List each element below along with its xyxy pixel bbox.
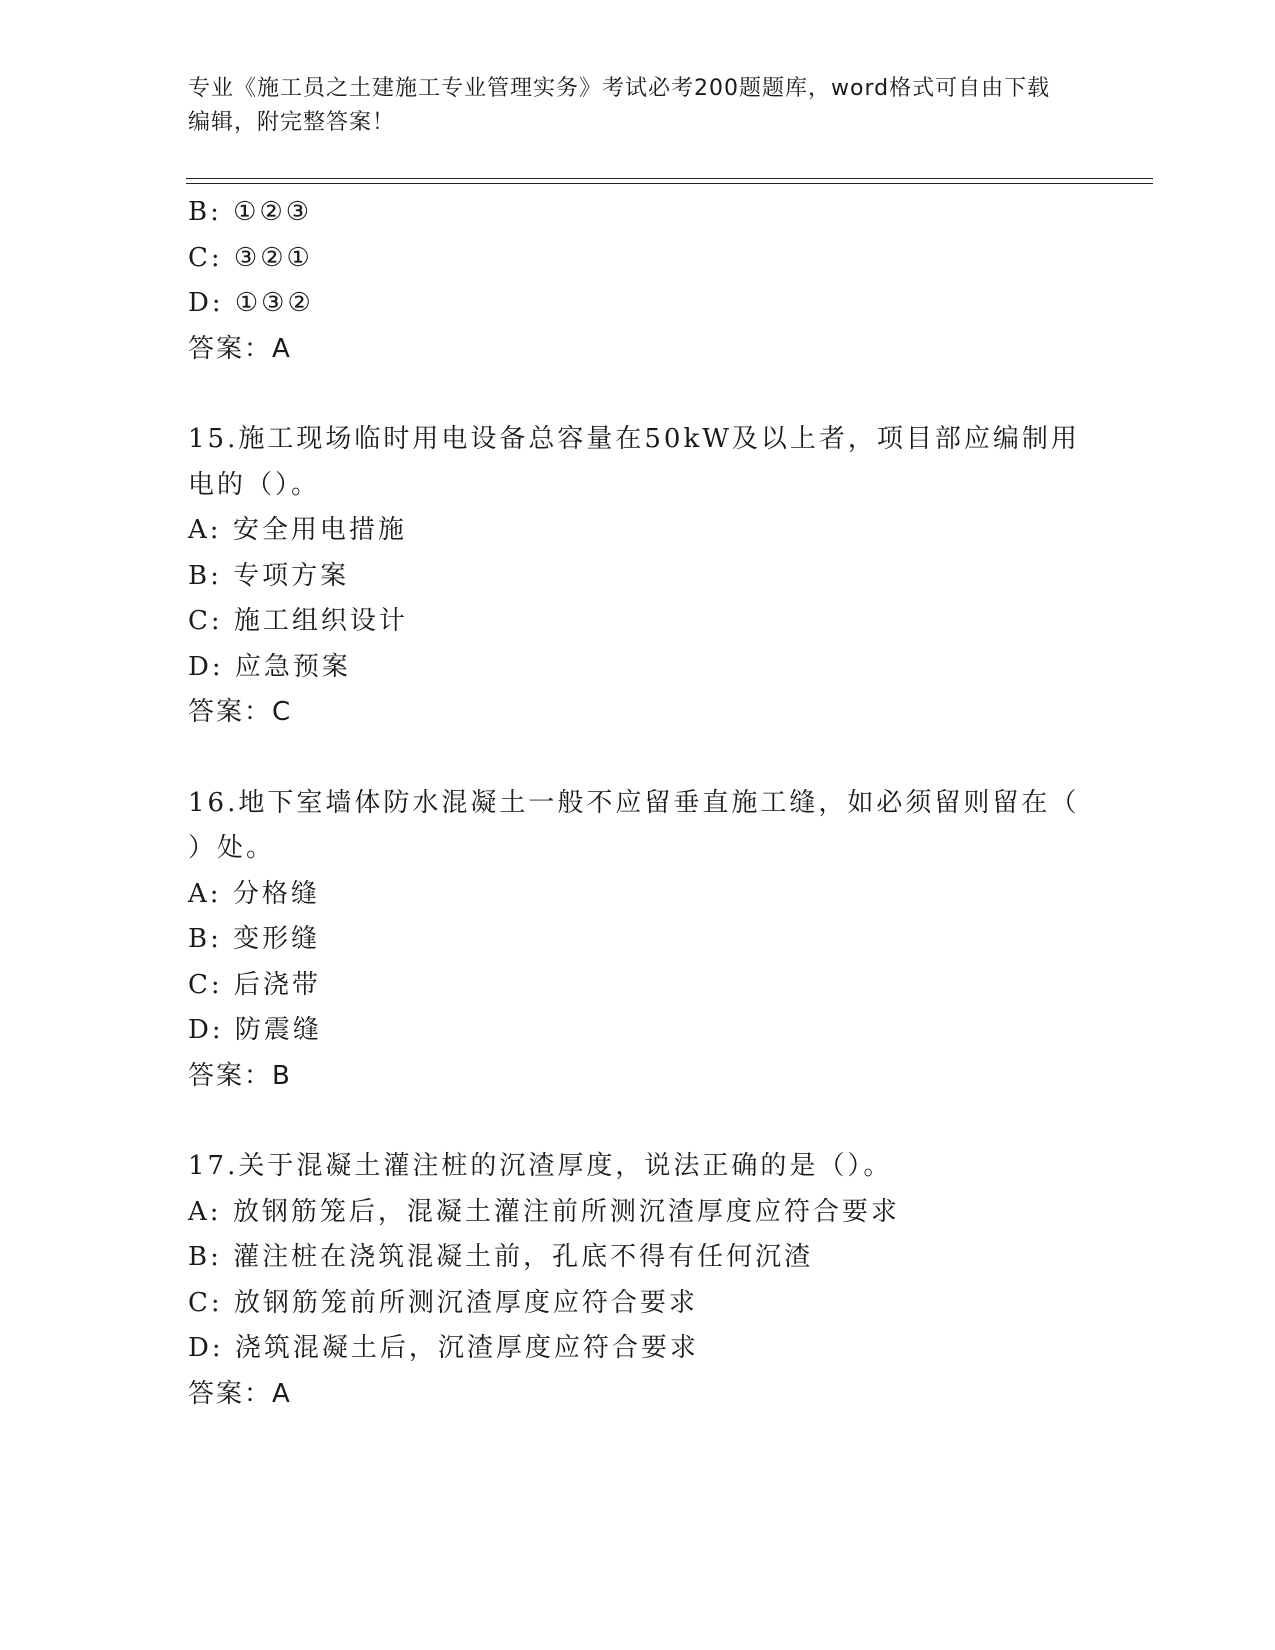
question-15 bbox=[188, 417, 1088, 736]
header-rule-bottom bbox=[186, 183, 1153, 184]
answer-label: 答案：A bbox=[188, 333, 292, 364]
question-stem-continued: 电的（）。 bbox=[188, 469, 321, 500]
option-a: A: 放钢筋笼后，混凝土灌注前所测沉渣厚度应符合要求 bbox=[188, 1196, 900, 1227]
question-stem: 16.地下室墙体防水混凝土一般不应留垂直施工缝，如必须留则留在（ bbox=[188, 787, 1080, 818]
option-b: B: 专项方案 bbox=[188, 560, 350, 591]
option-a: A: 安全用电措施 bbox=[188, 515, 407, 545]
answer-label: 答案：A bbox=[188, 1378, 292, 1409]
option-b: B: ①②③ bbox=[188, 197, 313, 227]
option-c: C: 放钢筋笼前所测沉渣厚度应符合要求 bbox=[188, 1287, 698, 1318]
option-c: C: 后浇带 bbox=[188, 969, 321, 1000]
option-c: C: 施工组织设计 bbox=[188, 606, 408, 636]
option-d: D: 浇筑混凝土后，沉渣厚度应符合要求 bbox=[188, 1333, 699, 1363]
option-d: D: ①③② bbox=[188, 288, 314, 318]
document-header bbox=[188, 72, 1068, 140]
option-b: B: 变形缝 bbox=[188, 924, 321, 954]
option-c: C: ③②① bbox=[188, 242, 313, 273]
option-b: B: 灌注桩在浇筑混凝土前，孔底不得有任何沉渣 bbox=[188, 1242, 814, 1272]
answer-label: 答案：B bbox=[188, 1060, 292, 1091]
question-stem-continued: ）处。 bbox=[188, 833, 276, 863]
document-title: 专业《施工员之土建施工专业管理实务》考试必考200题题库，word格式可自由下载编辑，附完整答案！ bbox=[188, 76, 1051, 135]
question-stem: 15.施工现场临时用电设备总容量在50kW及以上者，项目部应编制用 bbox=[188, 424, 1080, 454]
carryover-question bbox=[188, 190, 1088, 372]
question-16 bbox=[188, 781, 1088, 1100]
question-17 bbox=[188, 1144, 1088, 1417]
option-d: D: 防震缝 bbox=[188, 1015, 322, 1045]
question-content bbox=[188, 190, 1088, 1417]
header-rule-top bbox=[186, 178, 1153, 179]
question-stem: 17.关于混凝土灌注桩的沉渣厚度，说法正确的是（）。 bbox=[188, 1151, 893, 1181]
answer-label: 答案：C bbox=[188, 697, 293, 727]
option-d: D: 应急预案 bbox=[188, 651, 351, 682]
option-a: A: 分格缝 bbox=[188, 878, 320, 909]
